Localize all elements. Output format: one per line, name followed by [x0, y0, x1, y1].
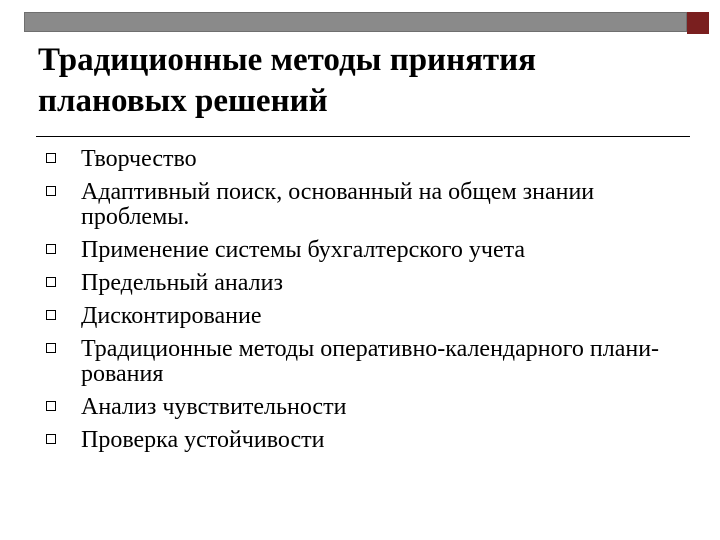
list-item-text: Предельный анализ — [81, 270, 283, 296]
top-decorative-bar — [24, 12, 687, 32]
corner-accent-square — [687, 12, 709, 34]
list-item — [44, 395, 704, 420]
hollow-square-bullet-icon — [46, 277, 56, 287]
list-item-text: Проверка устойчивости — [81, 427, 325, 453]
list-item-text: Адаптивный поиск, основанный на общем знании проблемы. — [81, 179, 595, 230]
list-item — [44, 180, 704, 230]
list-item-text: Традиционные методы оперативно-календарного плани-рования — [81, 336, 660, 387]
hollow-square-bullet-icon — [46, 310, 56, 320]
hollow-square-bullet-icon — [46, 244, 56, 254]
list-item — [44, 304, 704, 329]
hollow-square-bullet-icon — [46, 153, 56, 163]
hollow-square-bullet-icon — [46, 401, 56, 411]
hollow-square-bullet-icon — [46, 434, 56, 444]
hollow-square-bullet-icon — [46, 343, 56, 353]
slide-title: Традиционные методы принятия плановых решений — [38, 42, 537, 119]
list-item — [44, 428, 704, 453]
list-item-text: Дисконтирование — [81, 303, 262, 329]
title-underline — [36, 136, 690, 137]
list-item — [44, 238, 704, 263]
list-item — [44, 337, 704, 387]
list-item — [44, 147, 704, 172]
list-item-text: Творчество — [81, 146, 197, 172]
list-item-text: Применение системы бухгалтерского учета — [81, 237, 526, 263]
list-item — [44, 271, 704, 296]
bullet-list — [44, 147, 704, 461]
list-item-text: Анализ чувствительности — [81, 394, 347, 420]
hollow-square-bullet-icon — [46, 186, 56, 196]
